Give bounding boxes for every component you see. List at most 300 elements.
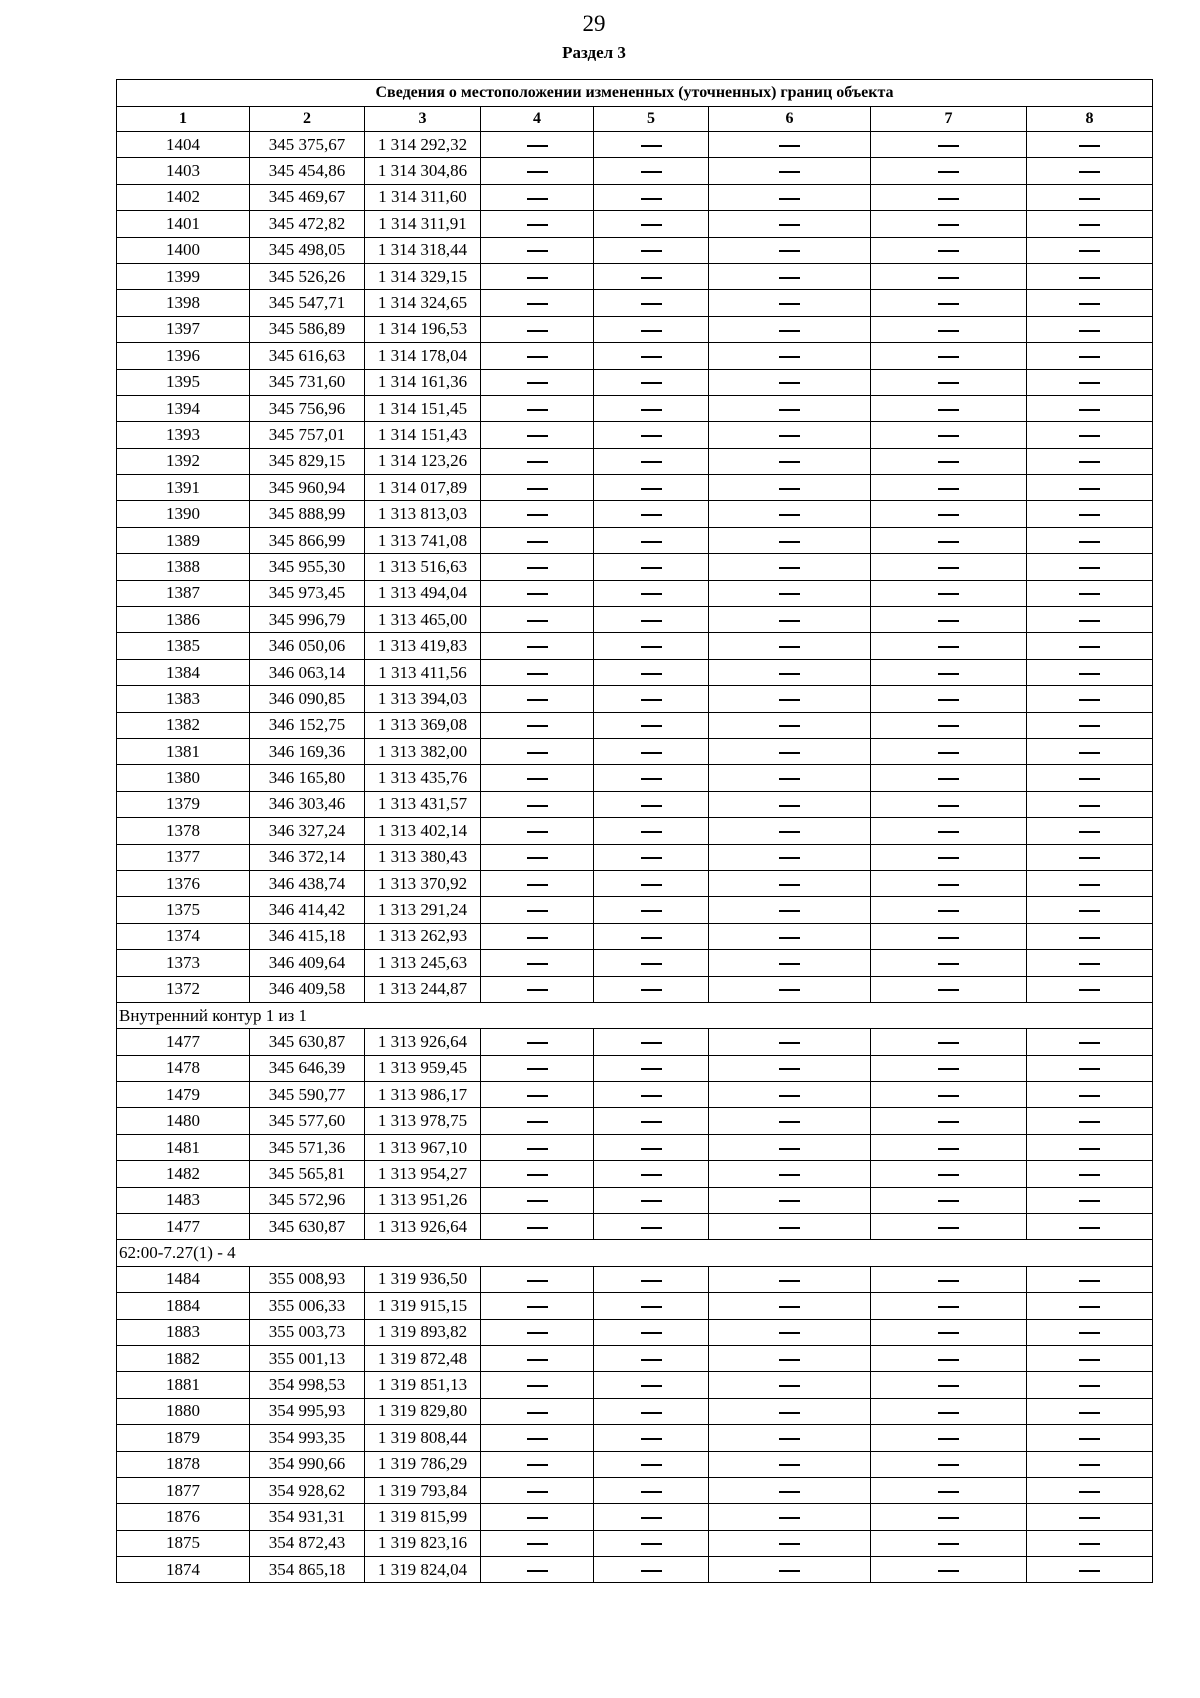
table-row <box>117 1108 1153 1134</box>
empty-value-cell <box>594 765 709 791</box>
table-row <box>117 211 1153 237</box>
point-number-cell: 1879 <box>117 1425 250 1451</box>
table-row <box>117 1055 1153 1081</box>
dash-mark <box>527 963 548 965</box>
dash-mark <box>641 1464 662 1466</box>
y-coordinate-cell: 1 314 329,15 <box>365 263 481 289</box>
dash-mark <box>1079 1227 1100 1229</box>
column-header: 8 <box>1027 107 1153 132</box>
empty-value-cell <box>871 1319 1027 1345</box>
dash-mark <box>938 1491 959 1493</box>
dash-mark <box>938 699 959 701</box>
empty-value-cell <box>481 1055 594 1081</box>
dash-mark <box>938 330 959 332</box>
empty-value-cell <box>481 633 594 659</box>
empty-value-cell <box>709 554 871 580</box>
dash-mark <box>527 1438 548 1440</box>
table-row <box>117 580 1153 606</box>
dash-mark <box>938 593 959 595</box>
y-coordinate-cell: 1 313 382,00 <box>365 738 481 764</box>
table-row <box>117 1319 1153 1345</box>
table-row <box>117 1451 1153 1477</box>
empty-value-cell <box>871 475 1027 501</box>
empty-value-cell <box>594 1530 709 1556</box>
empty-value-cell <box>1027 765 1153 791</box>
empty-value-cell <box>709 290 871 316</box>
dash-mark <box>779 1306 800 1308</box>
empty-value-cell <box>481 369 594 395</box>
dash-mark <box>938 435 959 437</box>
table-row <box>117 1372 1153 1398</box>
table-row <box>117 422 1153 448</box>
table-row <box>117 554 1153 580</box>
empty-value-cell <box>481 580 594 606</box>
empty-value-cell <box>594 501 709 527</box>
dash-mark <box>527 593 548 595</box>
dash-mark <box>1079 461 1100 463</box>
empty-value-cell <box>871 1161 1027 1187</box>
x-coordinate-cell: 345 375,67 <box>250 132 365 158</box>
point-number-cell: 1876 <box>117 1504 250 1530</box>
dash-mark <box>1079 409 1100 411</box>
empty-value-cell <box>594 1108 709 1134</box>
dash-mark <box>1079 435 1100 437</box>
x-coordinate-cell: 346 165,80 <box>250 765 365 791</box>
empty-value-cell <box>594 422 709 448</box>
point-number-cell: 1376 <box>117 870 250 896</box>
point-number-cell: 1389 <box>117 527 250 553</box>
dash-mark <box>527 857 548 859</box>
point-number-cell: 1372 <box>117 976 250 1002</box>
empty-value-cell <box>871 158 1027 184</box>
point-number-cell: 1386 <box>117 607 250 633</box>
empty-value-cell <box>871 422 1027 448</box>
dash-mark <box>779 1491 800 1493</box>
empty-value-cell <box>1027 527 1153 553</box>
empty-value-cell <box>481 527 594 553</box>
x-coordinate-cell: 345 888,99 <box>250 501 365 527</box>
dash-mark <box>1079 171 1100 173</box>
empty-value-cell <box>871 263 1027 289</box>
x-coordinate-cell: 345 590,77 <box>250 1082 365 1108</box>
dash-mark <box>1079 1306 1100 1308</box>
dash-mark <box>779 620 800 622</box>
y-coordinate-cell: 1 313 516,63 <box>365 554 481 580</box>
empty-value-cell <box>871 1108 1027 1134</box>
x-coordinate-cell: 345 571,36 <box>250 1134 365 1160</box>
table-row <box>117 1504 1153 1530</box>
empty-value-cell <box>709 870 871 896</box>
x-coordinate-cell: 346 063,14 <box>250 659 365 685</box>
dash-mark <box>641 1095 662 1097</box>
point-number-cell: 1385 <box>117 633 250 659</box>
dash-mark <box>779 1517 800 1519</box>
dash-mark <box>1079 1148 1100 1150</box>
dash-mark <box>527 725 548 727</box>
point-number-cell: 1397 <box>117 316 250 342</box>
x-coordinate-cell: 346 438,74 <box>250 870 365 896</box>
column-header: 7 <box>871 107 1027 132</box>
empty-value-cell <box>871 844 1027 870</box>
dash-mark <box>1079 1042 1100 1044</box>
empty-value-cell <box>1027 316 1153 342</box>
dash-mark <box>1079 937 1100 939</box>
dash-mark <box>641 198 662 200</box>
table-row <box>117 527 1153 553</box>
table-row <box>117 1557 1153 1583</box>
x-coordinate-cell: 345 756,96 <box>250 395 365 421</box>
x-coordinate-cell: 345 572,96 <box>250 1187 365 1213</box>
dash-mark <box>641 1174 662 1176</box>
dash-mark <box>641 1438 662 1440</box>
empty-value-cell <box>1027 897 1153 923</box>
empty-value-cell <box>481 1214 594 1240</box>
empty-value-cell <box>481 211 594 237</box>
dash-mark <box>938 541 959 543</box>
point-number-cell: 1875 <box>117 1530 250 1556</box>
x-coordinate-cell: 354 998,53 <box>250 1372 365 1398</box>
empty-value-cell <box>594 950 709 976</box>
empty-value-cell <box>871 950 1027 976</box>
empty-value-cell <box>481 950 594 976</box>
empty-value-cell <box>1027 923 1153 949</box>
empty-value-cell <box>709 1266 871 1292</box>
empty-value-cell <box>709 633 871 659</box>
dash-mark <box>641 620 662 622</box>
empty-value-cell <box>481 158 594 184</box>
empty-value-cell <box>709 818 871 844</box>
dash-mark <box>641 330 662 332</box>
dash-mark <box>641 1148 662 1150</box>
table-row <box>117 316 1153 342</box>
empty-value-cell <box>1027 950 1153 976</box>
table-row <box>117 923 1153 949</box>
dash-mark <box>641 963 662 965</box>
y-coordinate-cell: 1 319 893,82 <box>365 1319 481 1345</box>
dash-mark <box>1079 198 1100 200</box>
empty-value-cell <box>709 1504 871 1530</box>
empty-value-cell <box>481 237 594 263</box>
table-row <box>117 343 1153 369</box>
dash-mark <box>779 1359 800 1361</box>
dash-mark <box>527 884 548 886</box>
dash-mark <box>527 171 548 173</box>
table-row <box>117 1266 1153 1292</box>
dash-mark <box>527 382 548 384</box>
dash-mark <box>779 145 800 147</box>
dash-mark <box>527 224 548 226</box>
table-row <box>117 184 1153 210</box>
point-number-cell: 1383 <box>117 686 250 712</box>
dash-mark <box>1079 1174 1100 1176</box>
empty-value-cell <box>594 1477 709 1503</box>
empty-value-cell <box>871 976 1027 1002</box>
dash-mark <box>779 1543 800 1545</box>
point-number-cell: 1378 <box>117 818 250 844</box>
dash-mark <box>641 1517 662 1519</box>
dash-mark <box>641 725 662 727</box>
dash-mark <box>641 145 662 147</box>
x-coordinate-cell: 354 928,62 <box>250 1477 365 1503</box>
point-number-cell: 1881 <box>117 1372 250 1398</box>
empty-value-cell <box>709 1530 871 1556</box>
dash-mark <box>1079 805 1100 807</box>
empty-value-cell <box>594 527 709 553</box>
y-coordinate-cell: 1 313 926,64 <box>365 1029 481 1055</box>
empty-value-cell <box>709 1161 871 1187</box>
empty-value-cell <box>709 316 871 342</box>
empty-value-cell <box>709 1187 871 1213</box>
empty-value-cell <box>481 1451 594 1477</box>
dash-mark <box>1079 277 1100 279</box>
empty-value-cell <box>594 870 709 896</box>
empty-value-cell <box>594 369 709 395</box>
y-coordinate-cell: 1 319 829,80 <box>365 1398 481 1424</box>
dash-mark <box>779 250 800 252</box>
y-coordinate-cell: 1 313 951,26 <box>365 1187 481 1213</box>
empty-value-cell <box>481 1187 594 1213</box>
dash-mark <box>641 303 662 305</box>
x-coordinate-cell: 354 865,18 <box>250 1557 365 1583</box>
y-coordinate-cell: 1 313 370,92 <box>365 870 481 896</box>
dash-mark <box>527 1491 548 1493</box>
empty-value-cell <box>1027 211 1153 237</box>
dash-mark <box>641 989 662 991</box>
empty-value-cell <box>1027 343 1153 369</box>
column-header: 5 <box>594 107 709 132</box>
dash-mark <box>938 910 959 912</box>
dash-mark <box>779 1412 800 1414</box>
table-row <box>117 1477 1153 1503</box>
y-coordinate-cell: 1 313 967,10 <box>365 1134 481 1160</box>
empty-value-cell <box>709 765 871 791</box>
table-row <box>117 1345 1153 1371</box>
empty-value-cell <box>1027 422 1153 448</box>
point-number-cell: 1390 <box>117 501 250 527</box>
empty-value-cell <box>594 818 709 844</box>
dash-mark <box>938 250 959 252</box>
y-coordinate-cell: 1 314 318,44 <box>365 237 481 263</box>
dash-mark <box>527 145 548 147</box>
dash-mark <box>938 884 959 886</box>
dash-mark <box>779 989 800 991</box>
dash-mark <box>938 1068 959 1070</box>
dash-mark <box>938 673 959 675</box>
y-coordinate-cell: 1 313 741,08 <box>365 527 481 553</box>
y-coordinate-cell: 1 313 411,56 <box>365 659 481 685</box>
dash-mark <box>527 514 548 516</box>
dash-mark <box>1079 725 1100 727</box>
dash-mark <box>779 857 800 859</box>
empty-value-cell <box>709 422 871 448</box>
empty-value-cell <box>709 1319 871 1345</box>
empty-value-cell <box>709 1134 871 1160</box>
empty-value-cell <box>871 1477 1027 1503</box>
dash-mark <box>527 937 548 939</box>
dash-mark <box>938 409 959 411</box>
empty-value-cell <box>709 132 871 158</box>
table-row <box>117 738 1153 764</box>
dash-mark <box>779 382 800 384</box>
empty-value-cell <box>1027 290 1153 316</box>
empty-value-cell <box>1027 448 1153 474</box>
empty-value-cell <box>709 211 871 237</box>
empty-value-cell <box>871 923 1027 949</box>
empty-value-cell <box>481 343 594 369</box>
table-row <box>117 950 1153 976</box>
dash-mark <box>938 1359 959 1361</box>
table-row <box>117 870 1153 896</box>
empty-value-cell <box>481 1134 594 1160</box>
empty-value-cell <box>1027 1530 1153 1556</box>
point-number-cell: 1393 <box>117 422 250 448</box>
dash-mark <box>1079 752 1100 754</box>
empty-value-cell <box>481 1425 594 1451</box>
dash-mark <box>938 198 959 200</box>
empty-value-cell <box>594 1293 709 1319</box>
y-coordinate-cell: 1 313 262,93 <box>365 923 481 949</box>
dash-mark <box>938 1227 959 1229</box>
dash-mark <box>779 1280 800 1282</box>
dash-mark <box>641 461 662 463</box>
empty-value-cell <box>594 738 709 764</box>
table-row <box>117 844 1153 870</box>
empty-value-cell <box>594 712 709 738</box>
empty-value-cell <box>871 1055 1027 1081</box>
x-coordinate-cell: 345 586,89 <box>250 316 365 342</box>
empty-value-cell <box>481 475 594 501</box>
point-number-cell: 1878 <box>117 1451 250 1477</box>
dash-mark <box>641 409 662 411</box>
dash-mark <box>641 699 662 701</box>
point-number-cell: 1379 <box>117 791 250 817</box>
y-coordinate-cell: 1 313 431,57 <box>365 791 481 817</box>
empty-value-cell <box>594 633 709 659</box>
empty-value-cell <box>481 1029 594 1055</box>
x-coordinate-cell: 346 152,75 <box>250 712 365 738</box>
empty-value-cell <box>871 343 1027 369</box>
dash-mark <box>938 937 959 939</box>
empty-value-cell <box>1027 1398 1153 1424</box>
dash-mark <box>779 910 800 912</box>
empty-value-cell <box>481 1557 594 1583</box>
point-number-cell: 1400 <box>117 237 250 263</box>
dash-mark <box>779 1200 800 1202</box>
empty-value-cell <box>709 607 871 633</box>
dash-mark <box>527 1095 548 1097</box>
empty-value-cell <box>871 237 1027 263</box>
empty-value-cell <box>481 1082 594 1108</box>
dash-mark <box>779 488 800 490</box>
y-coordinate-cell: 1 319 793,84 <box>365 1477 481 1503</box>
empty-value-cell <box>709 1477 871 1503</box>
dash-mark <box>1079 989 1100 991</box>
dash-mark <box>1079 831 1100 833</box>
empty-value-cell <box>481 765 594 791</box>
dash-mark <box>1079 1280 1100 1282</box>
table-body <box>117 132 1153 1583</box>
dash-mark <box>779 1174 800 1176</box>
dash-mark <box>527 1068 548 1070</box>
empty-value-cell <box>1027 475 1153 501</box>
point-number-cell: 1375 <box>117 897 250 923</box>
empty-value-cell <box>871 712 1027 738</box>
dash-mark <box>1079 567 1100 569</box>
dash-mark <box>641 831 662 833</box>
x-coordinate-cell: 346 303,46 <box>250 791 365 817</box>
y-coordinate-cell: 1 314 196,53 <box>365 316 481 342</box>
dash-mark <box>527 1042 548 1044</box>
empty-value-cell <box>481 923 594 949</box>
x-coordinate-cell: 345 829,15 <box>250 448 365 474</box>
y-coordinate-cell: 1 319 872,48 <box>365 1345 481 1371</box>
empty-value-cell <box>481 132 594 158</box>
y-coordinate-cell: 1 319 815,99 <box>365 1504 481 1530</box>
dash-mark <box>1079 1517 1100 1519</box>
empty-value-cell <box>1027 1293 1153 1319</box>
point-number-cell: 1402 <box>117 184 250 210</box>
dash-mark <box>938 356 959 358</box>
empty-value-cell <box>871 897 1027 923</box>
dash-mark <box>779 884 800 886</box>
empty-value-cell <box>594 263 709 289</box>
empty-value-cell <box>594 475 709 501</box>
empty-value-cell <box>709 343 871 369</box>
table-row <box>117 633 1153 659</box>
y-coordinate-cell: 1 313 369,08 <box>365 712 481 738</box>
dash-mark <box>938 857 959 859</box>
dash-mark <box>938 831 959 833</box>
empty-value-cell <box>594 1266 709 1292</box>
empty-value-cell <box>1027 501 1153 527</box>
dash-mark <box>527 620 548 622</box>
dash-mark <box>641 250 662 252</box>
empty-value-cell <box>481 501 594 527</box>
dash-mark <box>938 567 959 569</box>
empty-value-cell <box>1027 791 1153 817</box>
table-row <box>117 607 1153 633</box>
point-number-cell: 1382 <box>117 712 250 738</box>
point-number-cell: 1883 <box>117 1319 250 1345</box>
dash-mark <box>938 382 959 384</box>
point-number-cell: 1377 <box>117 844 250 870</box>
x-coordinate-cell: 345 757,01 <box>250 422 365 448</box>
dash-mark <box>641 805 662 807</box>
dash-mark <box>527 1174 548 1176</box>
point-number-cell: 1374 <box>117 923 250 949</box>
dash-mark <box>641 1227 662 1229</box>
empty-value-cell <box>1027 818 1153 844</box>
dash-mark <box>938 1438 959 1440</box>
section-title: Раздел 3 <box>562 43 626 62</box>
dash-mark <box>938 145 959 147</box>
dash-mark <box>779 1464 800 1466</box>
empty-value-cell <box>481 738 594 764</box>
y-coordinate-cell: 1 313 419,83 <box>365 633 481 659</box>
table-row <box>117 1214 1153 1240</box>
dash-mark <box>1079 250 1100 252</box>
x-coordinate-cell: 354 995,93 <box>250 1398 365 1424</box>
point-number-cell: 1388 <box>117 554 250 580</box>
dash-mark <box>779 224 800 226</box>
empty-value-cell <box>481 659 594 685</box>
x-coordinate-cell: 345 960,94 <box>250 475 365 501</box>
empty-value-cell <box>709 184 871 210</box>
point-number-cell: 1399 <box>117 263 250 289</box>
dash-mark <box>527 250 548 252</box>
dash-mark <box>1079 1121 1100 1123</box>
y-coordinate-cell: 1 314 123,26 <box>365 448 481 474</box>
